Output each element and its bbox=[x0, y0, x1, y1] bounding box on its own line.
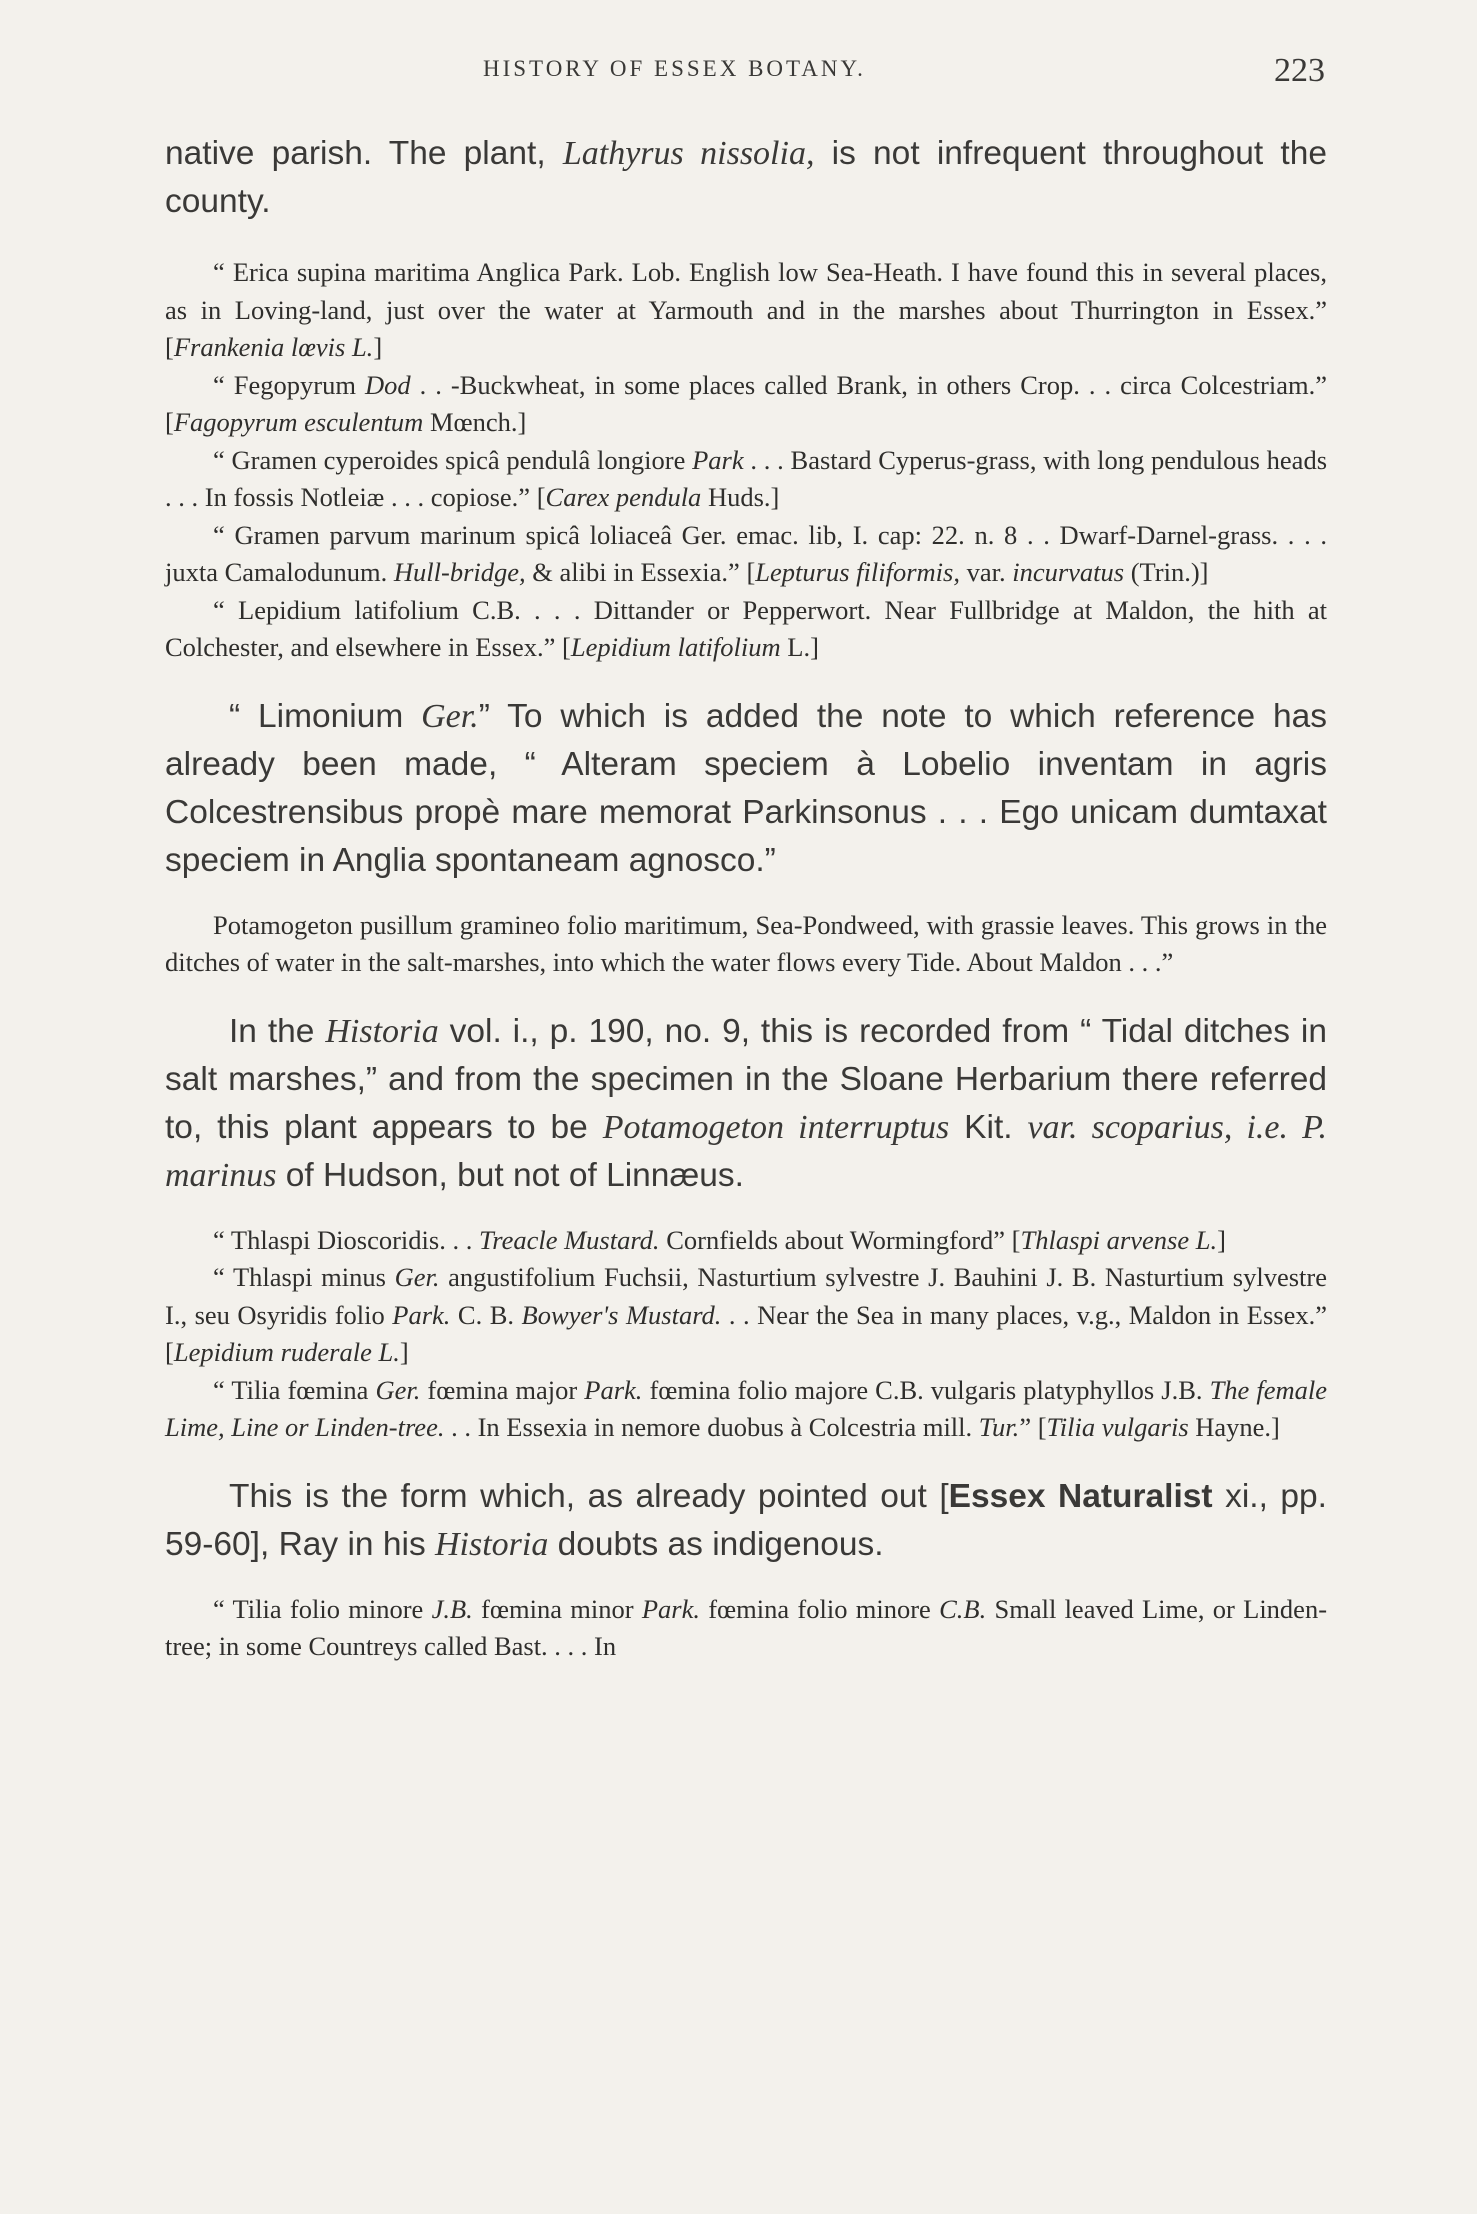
quote-tilia-minore: “ Tilia folio minore J.B. fœmina minor Park. fœmina folio minore C.B. Small leaved Lime, or Linden-tree; in some Countreys called Bast. . . . In bbox=[165, 1593, 1328, 1661]
page-header bbox=[165, 52, 1325, 92]
quote-gramen-cyperoides: “ Gramen cyperoides spicâ pendulâ longiore Park . . . Bastard Cyperus-grass, with long pendulous heads . . . In fossis Notleiæ . . . copiose.” [Carex pendula Huds.] bbox=[165, 444, 1328, 512]
quote-erica: “ Erica supina maritima Anglica Park. Lob. English low Sea-Heath. I have found this in several places, as in Loving-land, just over the water at Yarmouth and in the marshes about Thurrington in Essex.” [Frankenia lœvis L.] bbox=[165, 257, 1327, 362]
quote-tilia-foemina: “ Tilia fœmina Ger. fœmina major Park. fœmina folio majore C.B. vulgaris platyphyllos J.B. The female Lime, Line or Linden-tree. . . In Essexia in nemore duobus à Colcestria mill. Tur.” [Tilia vulgaris Hayne.] bbox=[165, 1374, 1327, 1442]
paragraph-native-parish: native parish. The plant, Lathyrus nissolia, is not infrequent throughout the county. bbox=[165, 135, 1327, 220]
running-head: HISTORY OF ESSEX BOTANY. bbox=[483, 56, 866, 81]
quote-fegopyrum: “ Fegopyrum Dod . . -Buckwheat, in some places called Brank, in others Crop. . . circa Colcestriam.” [Fagopyrum esculentum Mœnch.] bbox=[165, 369, 1328, 437]
quote-lepidium: “ Lepidium latifolium C.B. . . . Dittander or Pepperwort. Near Fullbridge at Maldon, the hith at Colchester, and elsewhere in Essex.” [Lepidium latifolium L.] bbox=[165, 594, 1327, 662]
quote-thlaspi-dioscoridis: “ Thlaspi Dioscoridis. . . Treacle Mustard. Cornfields about Wormingford” [Thlaspi arvense L.] bbox=[213, 1224, 1226, 1255]
paragraph-historia: In the Historia vol. i., p. 190, no. 9, this is recorded from “ Tidal ditches in salt marshes,” and from the specimen in the Sloane Herbarium there referred to, this plant appears to be Potamogeton interruptus Kit. var. scoparius, i.e. P. marinus of Hudson, but not of Linnæus. bbox=[165, 1012, 1327, 1194]
quote-potamogeton: Potamogeton pusillum gramineo folio maritimum, Sea-Pondweed, with grassie leaves. This grows in the ditches of water in the salt-marshes, into which the water flows every Tide. About Maldon . . .” bbox=[165, 909, 1327, 977]
page-body bbox=[165, 130, 1327, 1666]
page-number: 223 bbox=[1274, 52, 1325, 89]
paragraph-essex-naturalist: This is the form which, as already pointed out [Essex Naturalist xi., pp. 59-60], Ray in his Historia doubts as indigenous. bbox=[165, 1477, 1327, 1563]
paragraph-limonium: “ Limonium Ger.” To which is added the note to which reference has already been made, “ Alteram speciem à Lobelio inventam in agris Colcestrensibus propè mare memorat Parkinsonus . . . Ego unicam dumtaxat speciem in Anglia spontaneam agnosco.” bbox=[165, 697, 1327, 879]
quote-thlaspi-minus: “ Thlaspi minus Ger. angustifolium Fuchsii, Nasturtium sylvestre J. Bauhini J. B. Nasturtium sylvestre I., seu Osyridis folio Park. C. B. Bowyer's Mustard. . . Near the Sea in many places, v.g., Maldon in Essex.” [Lepidium ruderale L.] bbox=[165, 1262, 1328, 1367]
quote-gramen-parvum: “ Gramen parvum marinum spicâ loliaceâ Ger. emac. lib, I. cap: 22. n. 8 . . Dwarf-Darnel-grass. . . . juxta Camalodunum. Hull-bridge, & alibi in Essexia.” [Lepturus filiformis, var. incurvatus (Trin.)] bbox=[165, 519, 1327, 587]
